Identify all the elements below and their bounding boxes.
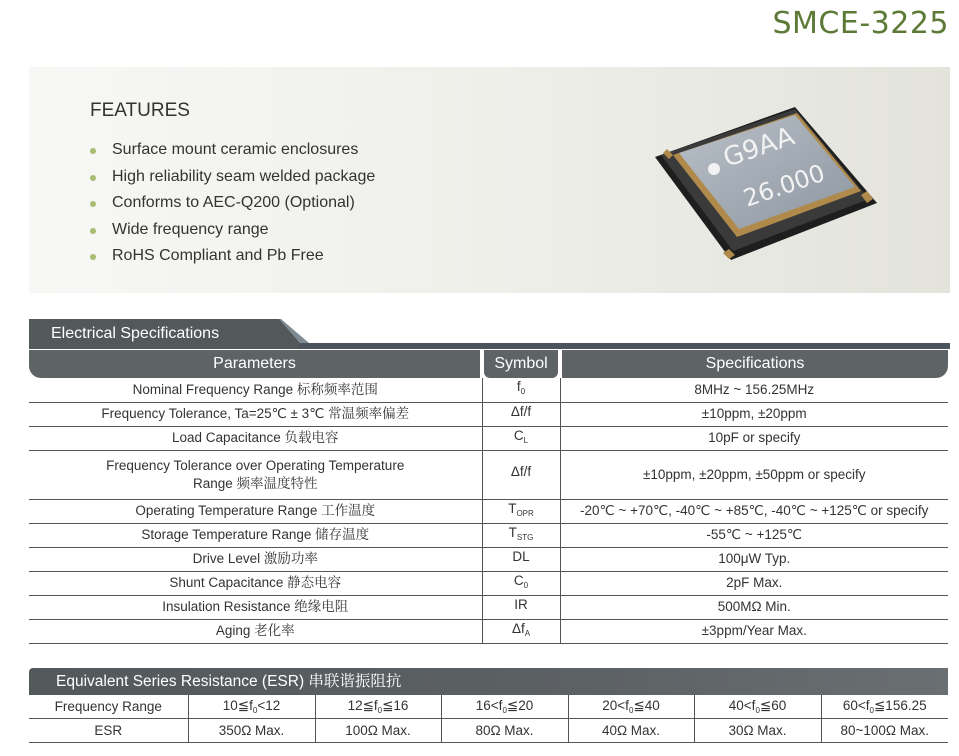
crystal-chip-image [649,95,889,275]
esr-value-cell: 30Ω Max. [694,719,821,743]
chip-marking-1: G9AA [719,121,799,174]
electrical-spec-table [29,378,948,644]
bullet-icon [90,175,96,181]
param-cell: Aging 老化率 [29,619,482,643]
spec-cell: ±10ppm, ±20ppm, ±50ppm or specify [560,450,948,499]
electrical-section-header [29,319,950,349]
table-row [29,547,948,571]
table-row [29,378,948,402]
spec-cell: 500MΩ Min. [560,595,948,619]
esr-range-cell: $20<f_0≦40$ [568,695,694,719]
table-row [29,719,948,743]
table-row [29,595,948,619]
spec-cell: ±3ppm/Year Max. [560,619,948,643]
col-header-specifications: Specifications [562,350,948,378]
param-cell: Load Capacitance 负载电容 [29,426,482,450]
esr-value-cell: 80Ω Max. [441,719,568,743]
esr-range-cell: $12≦f_0≦16$ [315,695,441,719]
features-panel [29,67,950,293]
param-cell: Nominal Frequency Range 标称频率范围 [29,378,482,402]
esr-section-header: Equivalent Series Resistance (ESR) 串联谐振阻抗 [29,668,948,695]
esr-range-cell: $10≦f_0<12$ [188,695,315,719]
symbol-cell: Δf/f [482,402,560,426]
spec-cell: -55℃ ~ +125℃ [560,523,948,547]
esr-row-label: ESR [29,719,188,743]
esr-value-cell: 100Ω Max. [315,719,441,743]
symbol-cell: $C_0$ [482,571,560,595]
spec-cell: -20℃ ~ +70℃, -40℃ ~ +85℃, -40℃ ~ +125℃ or specify [560,499,948,523]
bullet-icon [90,228,96,234]
features-heading: FEATURES [90,100,190,121]
spec-cell: 10pF or specify [560,426,948,450]
esr-range-cell: $16<f_0≦20$ [441,695,568,719]
feature-item: RoHS Compliant and Pb Free [90,243,375,270]
spec-cell: 8MHz ~ 156.25MHz [560,378,948,402]
table-row [29,402,948,426]
esr-value-cell: 40Ω Max. [568,719,694,743]
symbol-cell: $T_{STG}$ [482,523,560,547]
param-cell: Operating Temperature Range 工作温度 [29,499,482,523]
table-row [29,695,948,719]
page-title: SMCE-3225 [772,6,949,41]
table-row [29,426,948,450]
features-list [90,137,375,270]
electrical-heading: Electrical Specifications [51,325,220,342]
param-cell: Storage Temperature Range 储存温度 [29,523,482,547]
table-row [29,619,948,643]
param-cell: Frequency Tolerance, Ta=25℃ ± 3℃ 常温频率偏差 [29,402,482,426]
symbol-cell: Δf/f [482,450,560,499]
table-row [29,523,948,547]
symbol-cell: $f_0$ [482,378,560,402]
esr-value-cell: 80~100Ω Max. [821,719,948,743]
symbol-cell: DL [482,547,560,571]
bullet-icon [90,148,96,154]
feature-item: Wide frequency range [90,217,375,244]
feature-item: Surface mount ceramic enclosures [90,137,375,164]
esr-row-label: Frequency Range [29,695,188,719]
spec-cell: 100μW Typ. [560,547,948,571]
esr-range-cell: $40<f_0≦60$ [694,695,821,719]
col-header-symbol: Symbol [484,350,558,378]
chip-marking-2: 26.000 [739,158,829,213]
esr-range-cell: $60<f_0≦156.25$ [821,695,948,719]
symbol-cell: IR [482,595,560,619]
bullet-icon [90,254,96,260]
esr-table [29,695,948,743]
table-row [29,450,948,499]
feature-item: Conforms to AEC-Q200 (Optional) [90,190,375,217]
bullet-icon [90,201,96,207]
table-row [29,499,948,523]
symbol-cell: $\Delta f_A$ [482,619,560,643]
spec-cell: 2pF Max. [560,571,948,595]
feature-item: High reliability seam welded package [90,164,375,191]
symbol-cell: $C_L$ [482,426,560,450]
param-cell: Drive Level 激励功率 [29,547,482,571]
esr-value-cell: 350Ω Max. [188,719,315,743]
param-cell: Shunt Capacitance 静态电容 [29,571,482,595]
param-cell: Frequency Tolerance over Operating Temperature Range 频率温度特性 [29,450,482,499]
col-header-parameters: Parameters [29,350,480,378]
table-row [29,571,948,595]
param-cell: Insulation Resistance 绝缘电阻 [29,595,482,619]
spec-cell: ±10ppm, ±20ppm [560,402,948,426]
symbol-cell: $T_{OPR}$ [482,499,560,523]
